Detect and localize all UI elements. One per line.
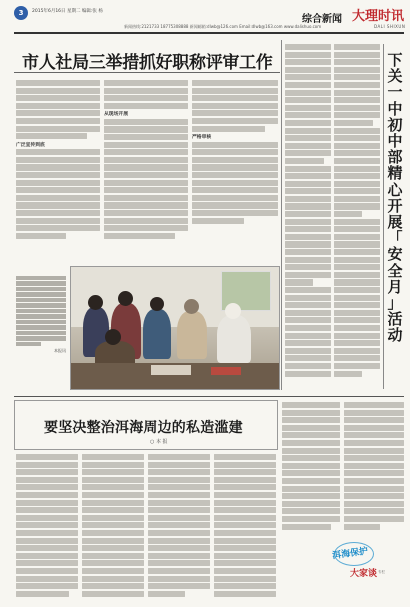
main-article-col-3 — [192, 80, 278, 260]
vertical-headline-char: 安 — [387, 245, 403, 264]
headline-divider — [383, 44, 384, 389]
vertical-headline-char: 活 — [387, 310, 403, 329]
vertical-headline-char: 动 — [387, 326, 403, 345]
vertical-headline-char: 月 — [387, 277, 403, 296]
vertical-headline-char: 「 — [387, 229, 403, 248]
bottom-section-rule — [14, 396, 404, 397]
contact-line: 新闻热线:2121733 18775308888 新闻邮箱:dlwb@126.com Email:dlwb@163.com www.dalishuo.com — [124, 24, 322, 29]
stamp-line-3: 专栏 — [378, 570, 385, 574]
main-subhead-3: 严格审核 — [192, 135, 212, 141]
vertical-headline-char: 」 — [387, 294, 403, 313]
bottom-article-col-6 — [344, 402, 404, 538]
photo-credit: 本报讯 — [54, 348, 66, 353]
masthead-logo-sub: DALI SHIXUN — [374, 24, 406, 29]
main-article-col-1 — [16, 80, 100, 260]
page-header — [14, 4, 404, 34]
vertical-headline-char: 部 — [387, 148, 403, 167]
stamp-line-2: 大家谈 — [350, 569, 378, 579]
right-article-col-2 — [334, 44, 380, 389]
issue-date: 2015年6月16日 星期二 编辑:张 杨 — [32, 9, 103, 14]
main-headline-rule — [14, 72, 280, 73]
right-vertical-headline — [387, 52, 403, 344]
vertical-headline-char: 开 — [387, 196, 403, 215]
vertical-headline-char: 全 — [387, 261, 403, 280]
vertical-headline-char: 下 — [387, 51, 403, 69]
section-name: 综合新闻 — [302, 14, 342, 25]
bottom-article-col-4 — [214, 454, 276, 600]
header-divider — [14, 32, 404, 34]
news-photo — [70, 266, 280, 390]
main-subhead-2: 从现场开展 — [104, 112, 128, 118]
main-headline: 市人社局三举措抓好职称评审工作 — [22, 53, 273, 73]
stamp-line-1: 洱海保护 — [331, 546, 369, 562]
photo-caption — [16, 276, 66, 386]
vertical-headline-char: 中 — [387, 99, 403, 118]
vertical-headline-char: 一 — [387, 83, 403, 102]
vertical-headline-char: 心 — [387, 180, 403, 199]
bottom-headline: 要坚决整治洱海周边的私造滥建 — [44, 420, 243, 436]
vertical-headline-char: 精 — [387, 164, 403, 183]
right-article-col-1 — [285, 44, 331, 389]
masthead-logo: 大理时讯 — [352, 9, 405, 24]
bottom-article-col-5 — [282, 402, 340, 538]
bottom-article-col-1 — [16, 454, 78, 600]
main-article-col-2 — [104, 80, 188, 260]
page-number-badge: 3 — [14, 6, 28, 20]
vertical-headline-char: 中 — [387, 132, 403, 151]
main-subhead-1: 广泛宣传到底 — [16, 142, 45, 148]
bottom-byline: ○ 本 报 — [150, 439, 168, 445]
vertical-headline-char: 初 — [387, 115, 403, 134]
column-divider — [281, 40, 282, 390]
erhai-column-stamp — [332, 540, 394, 590]
vertical-headline-char: 关 — [387, 67, 403, 86]
bottom-article-col-2 — [82, 454, 144, 600]
bottom-article-col-3 — [148, 454, 210, 600]
vertical-headline-char: 展 — [387, 213, 403, 232]
